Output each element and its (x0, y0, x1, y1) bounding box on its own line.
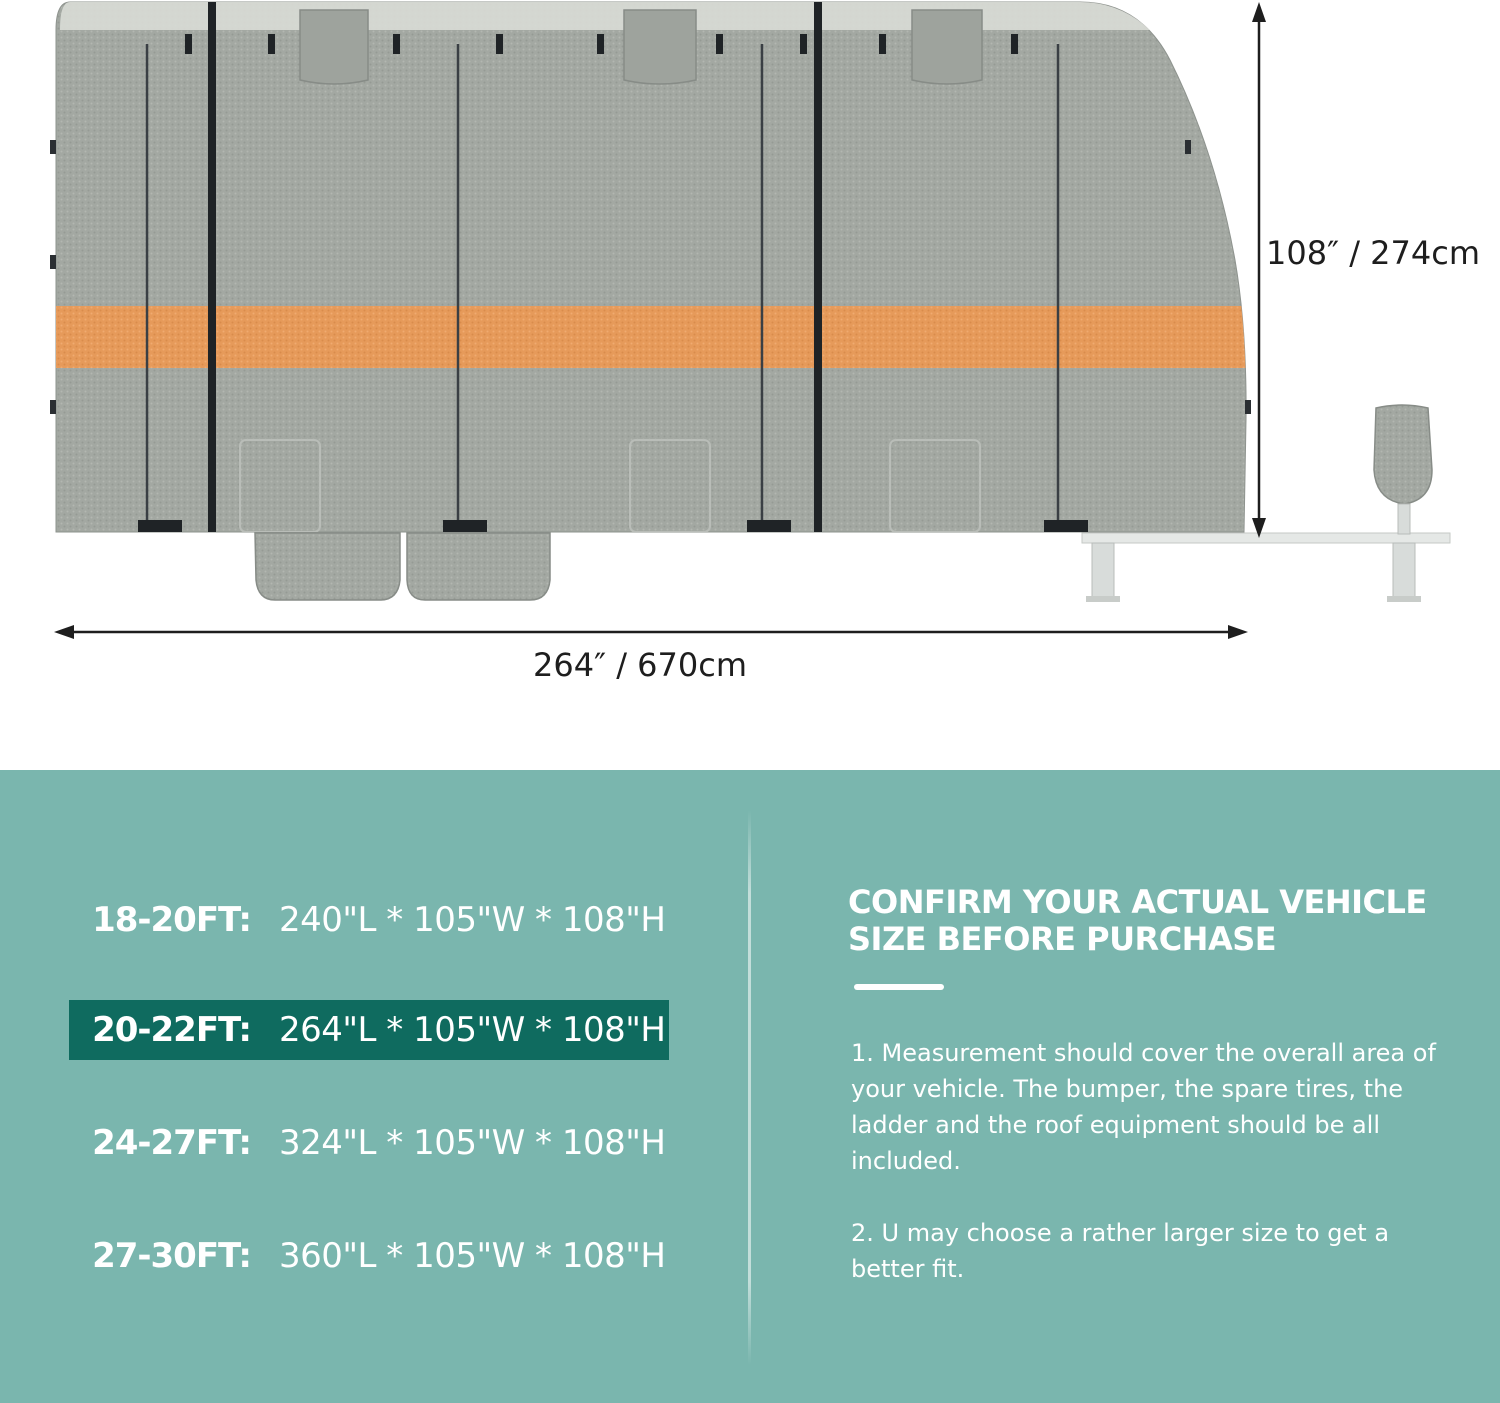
size-name: 24-27FT: (92, 1123, 251, 1163)
size-row-24-27ft (69, 1113, 669, 1173)
size-info-panel (0, 770, 1500, 1403)
size-dimensions: 360"L * 105"W * 108"H (279, 1236, 666, 1276)
tire-covers (255, 533, 550, 600)
jack-cover (1374, 405, 1432, 504)
note-larger-size: 2. U may choose a rather larger size to get a better fit. (851, 1219, 1390, 1283)
note-measurement: 1. Measurement should cover the overall area of your vehicle. The bumper, the spare tires, the ladder and the roof equipment should be all included. (851, 1039, 1436, 1175)
reflective-stripe (56, 306, 1251, 368)
size-name: 27-30FT: (92, 1236, 251, 1276)
size-row-27-30ft (69, 1226, 669, 1286)
size-dimensions: 240"L * 105"W * 108"H (279, 900, 666, 940)
panel-divider (748, 810, 751, 1365)
height-dimension-arrow (1252, 2, 1266, 538)
size-row-18-20ft (69, 890, 669, 950)
size-name: 18-20FT: (92, 900, 251, 940)
size-row-20-22ft (69, 1000, 669, 1060)
confirm-size-heading: CONFIRM YOUR ACTUAL VEHICLE SIZE BEFORE PURCHASE (848, 883, 1427, 958)
size-name: 20-22FT: (92, 1010, 251, 1050)
height-measurement: 108″ / 274cm (1266, 234, 1480, 272)
heading-underline (854, 984, 944, 990)
length-measurement: 264″ / 670cm (533, 646, 747, 684)
size-dimensions: 324"L * 105"W * 108"H (279, 1123, 666, 1163)
size-dimensions: 264"L * 105"W * 108"H (279, 1010, 666, 1050)
length-dimension-arrow (54, 625, 1248, 639)
